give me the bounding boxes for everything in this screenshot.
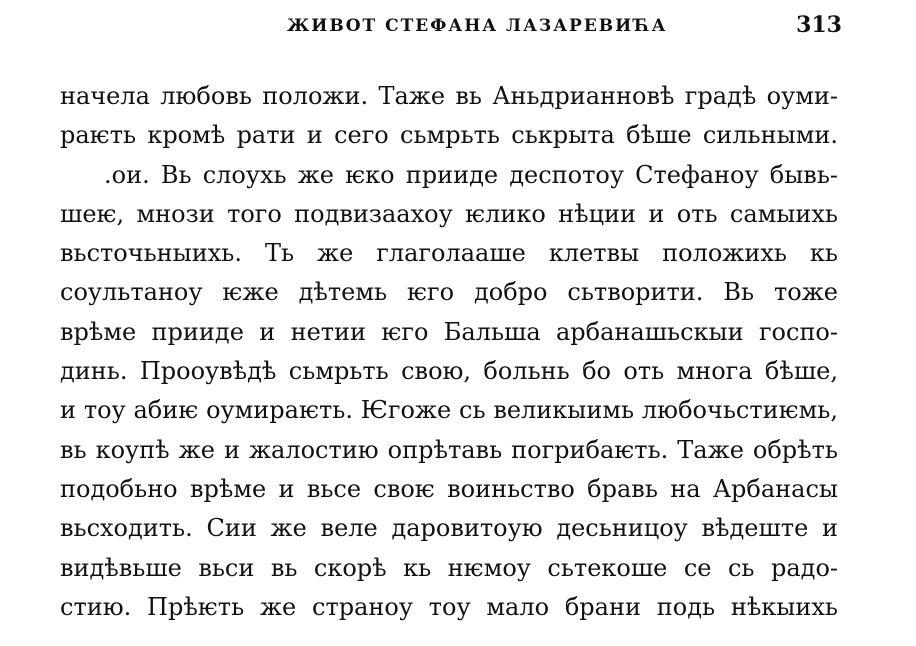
text-line: вь коупѣ же и жалостию опрѣтавь погрибаѥть. Таже обрѣть [60,435,838,464]
text-line: динь. Прооувѣдѣ сьмрьть свою, больнь бо оть многа бѣше, [60,357,838,386]
text-line: стию. Прѣѥть же страноу тоу мало брани подь нѣкыихь [60,592,838,621]
text-line: и тоу абиѥ оумираѥть. Ѥгоже сь великыимь любочьстиѥмь, [60,396,838,425]
text-line: вьсходить. Сии же веле даровитоую десьницоу вѣдеште и [60,514,838,543]
text-line: .ои. Вь слоухь же ѥко прииде деспотоу Стефаноу бывь- [104,160,838,189]
text-line: соультаноу ѥже дѣтемь ѥго добро сьтворити. Вь тоже [60,278,838,307]
body-text [60,77,838,627]
text-line: шеѥ, мнози того подвизаахоу ѥлико нѣции и оть самыихь [60,199,838,228]
text-line: вьсточьныихь. Ть же глаголааше клетвы положихь кь [60,239,838,268]
text-line: врѣме прииде и нетии ѥго Бальша арбанашьскыи госпо- [60,317,838,346]
running-title: ЖИВОТ СТЕФАНА ЛАЗАРЕВИЋА [287,16,668,36]
text-line: подобьно врѣме и вьсе своѥ воиньство бравь на Арбанасы [60,474,838,503]
text-line: раѥть кромѣ рати и сего сьмрьть ськрыта бѣше сильными. [60,121,838,150]
text-line: начела любовь положи. Таже вь Аньдрианновѣ градѣ оуми- [60,82,838,110]
text-line: видѣвьше вьси вь скорѣ кь нѥмоу сьтекоше се сь радо- [60,553,838,582]
page-number: 313 [796,12,842,38]
